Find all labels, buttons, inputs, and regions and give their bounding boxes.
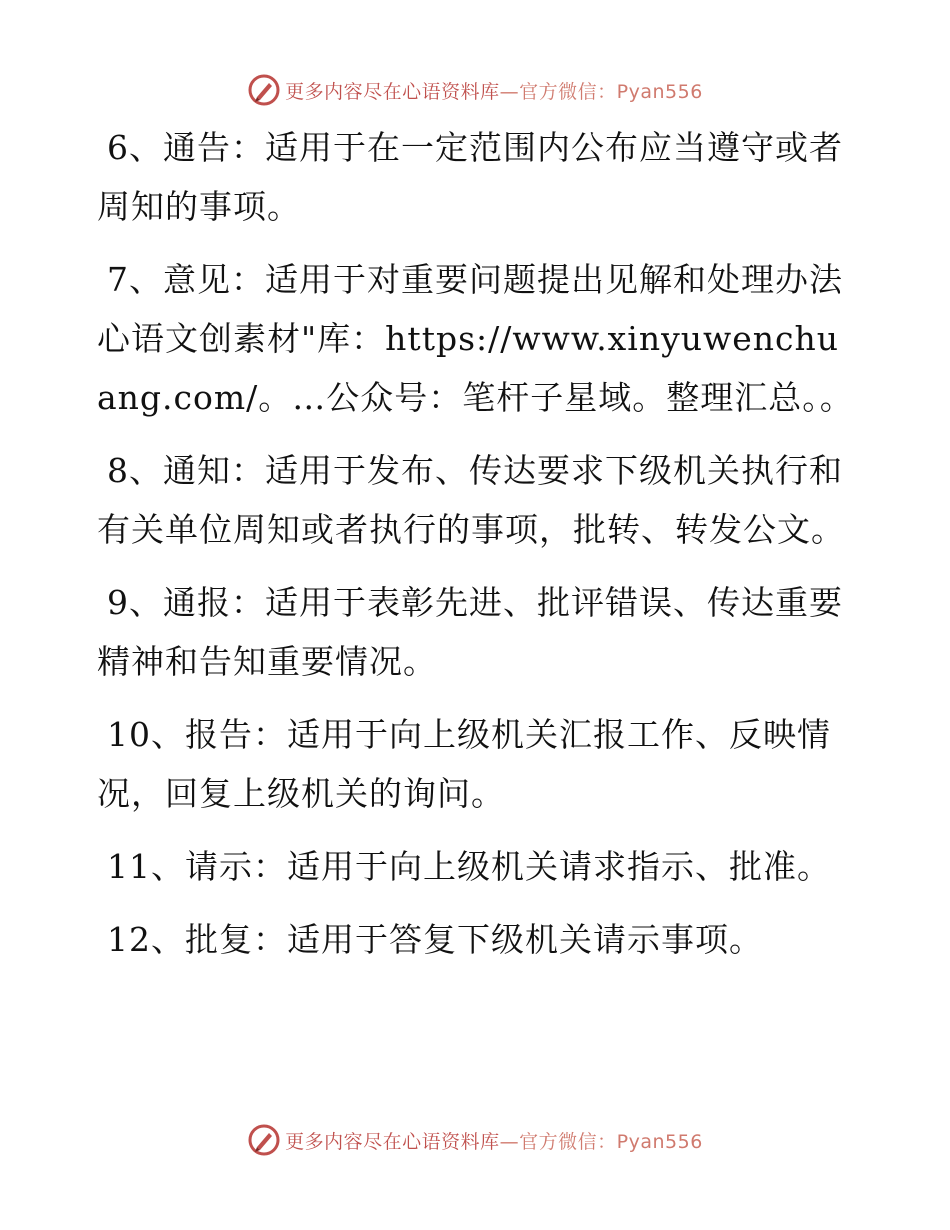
paragraph-10 — [97, 705, 857, 823]
paragraph-7-text: 7、意见：适用于对重要问题提出见解和处理办法心语文创素材"库：https://www.xinyuwenchuang.com/。…公众号：笔杆子星域。整理汇总。。 — [97, 260, 854, 417]
header-banner-main: 更多内容尽在心语资料库 — [285, 80, 500, 103]
paragraph-12-text: 12、批复：适用于答复下级机关请示事项。 — [107, 920, 763, 959]
paragraph-9-text: 9、通报：适用于表彰先进、批评错误、传达重要精神和告知重要情况。 — [97, 583, 843, 681]
paragraph-8-text: 8、通知：适用于发布、传达要求下级机关执行和有关单位周知或者执行的事项，批转、转发公文。 — [97, 451, 845, 549]
paragraph-11 — [97, 837, 857, 896]
paragraph-9 — [97, 573, 857, 691]
pen-logo-icon — [247, 73, 281, 107]
paragraph-12 — [97, 910, 857, 969]
header-banner — [0, 70, 950, 110]
paragraph-8 — [97, 441, 857, 559]
pen-logo-icon — [247, 1123, 281, 1157]
document-body — [97, 118, 857, 983]
footer-banner-main: 更多内容尽在心语资料库 — [285, 1130, 500, 1153]
paragraph-6 — [97, 118, 857, 236]
footer-banner — [0, 1120, 950, 1160]
header-banner-text — [285, 77, 703, 104]
paragraph-11-text: 11、请示：适用于向上级机关请求指示、批准。 — [107, 847, 831, 886]
paragraph-7 — [97, 250, 857, 427]
paragraph-6-text: 6、通告：适用于在一定范围内公布应当遵守或者周知的事项。 — [97, 128, 843, 226]
footer-banner-text — [285, 1127, 703, 1154]
header-banner-wechat: —官方微信：Pyan556 — [499, 80, 703, 103]
footer-banner-wechat: —官方微信：Pyan556 — [499, 1130, 703, 1153]
paragraph-10-text: 10、报告：适用于向上级机关汇报工作、反映情况，回复上级机关的询问。 — [97, 715, 831, 813]
